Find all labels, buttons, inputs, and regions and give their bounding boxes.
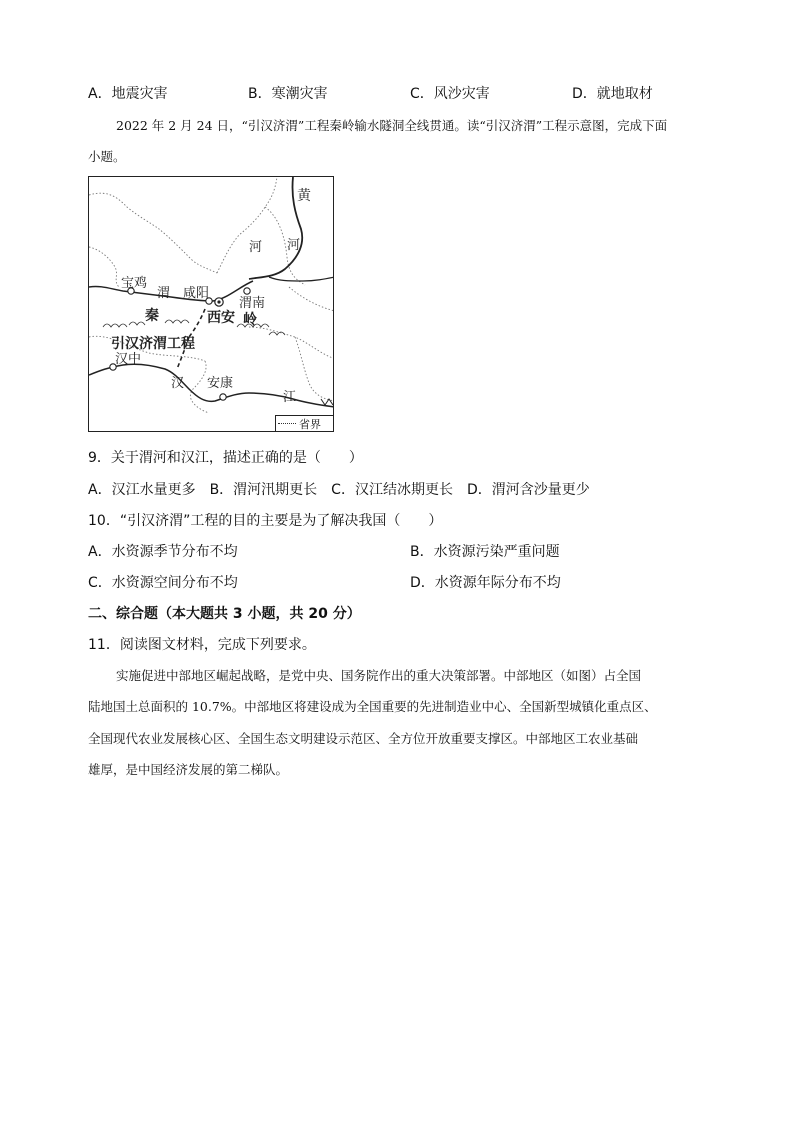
label-ankang: 安康 xyxy=(207,376,234,391)
q10-stem: 10．“引汉济渭”工程的目的主要是为了解决我国（ ） xyxy=(88,513,443,529)
label-weinan: 渭南 xyxy=(239,296,266,311)
label-qin: 秦 xyxy=(145,308,159,324)
option-b[interactable]: B．寒潮灾害 xyxy=(248,86,328,102)
label-han: 汉 xyxy=(171,376,185,391)
q10-option-a[interactable]: A．水资源季节分布不均 xyxy=(88,544,238,560)
q10-option-b[interactable]: B．水资源污染严重问题 xyxy=(410,544,560,560)
q11-stem: 11．阅读图文材料，完成下列要求。 xyxy=(88,637,316,653)
yinhan-jiwei-map xyxy=(88,176,334,432)
label-baoji: 宝鸡 xyxy=(121,276,148,291)
label-ling: 岭 xyxy=(243,312,257,328)
label-wei: 渭 xyxy=(157,286,171,301)
option-d[interactable]: D．就地取材 xyxy=(572,86,653,102)
q10-option-d[interactable]: D．水资源年际分布不均 xyxy=(410,575,561,591)
label-he-2: 河 xyxy=(287,238,301,253)
q11-paragraph-line-3: 全国现代农业发展核心区、全国生态文明建设示范区、全方位开放重要支撑区。中部地区工农业基础 xyxy=(88,731,639,746)
section-2-title: 二、综合题（本大题共 3 小题，共 20 分） xyxy=(88,606,361,622)
option-a[interactable]: A．地震灾害 xyxy=(88,86,168,102)
map-drawing xyxy=(89,177,334,432)
label-xianyang: 咸阳 xyxy=(183,286,210,301)
q11-paragraph-line-2: 陆地国土总面积的 10.7%。中部地区将建设成为全国重要的先进制造业中心、全国新型城镇化重点区、 xyxy=(88,699,657,714)
option-c[interactable]: C．风沙灾害 xyxy=(410,86,490,102)
map-legend xyxy=(275,415,333,431)
q9-options[interactable]: A．汉江水量更多 B．渭河汛期更长 C．汉江结冰期更长 D．渭河含沙量更少 xyxy=(88,482,590,498)
intro-line-1: 2022 年 2 月 24 日，“引汉济渭”工程秦岭输水隧洞全线贯通。读“引汉济渭”工程示意图，完成下面 xyxy=(116,118,668,133)
legend-label: 省界 xyxy=(299,417,321,431)
q11-paragraph-line-1: 实施促进中部地区崛起战略，是党中央、国务院作出的重大决策部署。中部地区（如图）占全国 xyxy=(116,668,642,683)
q9-stem: 9．关于渭河和汉江，描述正确的是（ ） xyxy=(88,450,363,466)
intro-line-2: 小题。 xyxy=(88,149,126,164)
q10-option-c[interactable]: C．水资源空间分布不均 xyxy=(88,575,238,591)
label-he-1: 河 xyxy=(249,240,263,255)
legend-dotted-line xyxy=(278,423,296,424)
q11-paragraph-line-4: 雄厚，是中国经济发展的第二梯队。 xyxy=(88,762,289,777)
label-project: 引汉济渭工程 xyxy=(111,336,195,352)
label-jiang: 江 xyxy=(283,390,297,405)
label-huang: 黄 xyxy=(297,188,311,204)
label-xian: 西安 xyxy=(207,310,235,326)
label-hanzhong: 汉中 xyxy=(115,352,142,367)
